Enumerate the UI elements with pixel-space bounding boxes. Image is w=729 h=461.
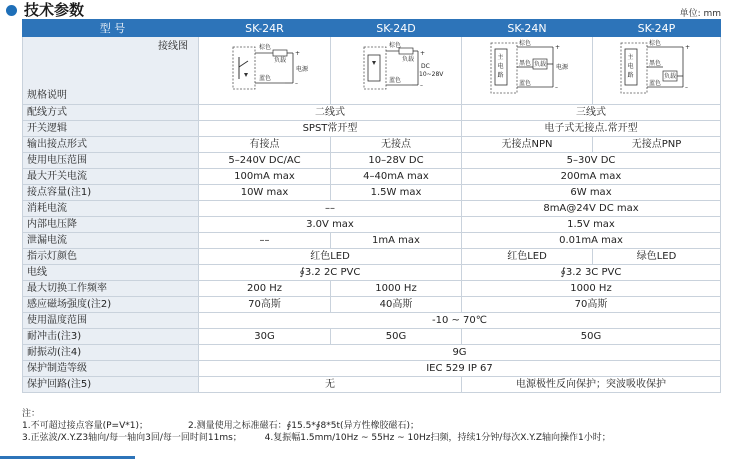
spec-cell: 三线式 (462, 105, 721, 121)
label-brown: 棕色 (389, 42, 402, 49)
spec-row (23, 297, 721, 313)
spec-cell: 200 Hz (199, 281, 331, 297)
spec-cell: SPST常开型 (199, 121, 462, 137)
spec-row-label: 耐振动(注4) (23, 345, 199, 361)
label-brown: 棕色 (258, 44, 271, 51)
label-black: 黑色 (648, 60, 661, 67)
spec-row (23, 201, 721, 217)
electronic-switch-diagram-icon (346, 37, 446, 99)
wiring-diagram-sk-24d (331, 37, 462, 105)
spec-cell: 1.5W max (331, 185, 462, 201)
model-sk-24d: SK-24D (331, 20, 462, 37)
label-power: 电源 (295, 66, 308, 73)
spec-cell: 5–240V DC/AC (199, 153, 331, 169)
label-blue: 蓝色 (648, 80, 661, 87)
label-load: 负载 (402, 56, 415, 63)
spec-row-label: 最大切换工作频率 (23, 281, 199, 297)
spec-row-label: 保护制造等级 (23, 361, 199, 377)
spec-row-label: 输出接点形式 (23, 137, 199, 153)
spec-cell: 有接点 (199, 137, 331, 153)
spec-cell: 红色LED (199, 249, 462, 265)
label-plus: + (555, 44, 561, 51)
spec-cell: 电子式无接点.常开型 (462, 121, 721, 137)
spec-cell: 无 (199, 377, 462, 393)
spec-cell: 无接点NPN (462, 137, 593, 153)
spec-cell: –– (199, 201, 462, 217)
wiring-diagram-sk-24n (462, 37, 593, 105)
model-sk-24n: SK-24N (462, 20, 593, 37)
reed-switch-diagram-icon (215, 37, 315, 99)
spec-cell: 50G (462, 329, 721, 345)
note-2: 2.测量使用之标准磁石：∮15.5*∮8*5t(异方性橡胶磁石)； (188, 421, 420, 431)
bullet-dot-icon (6, 5, 17, 16)
spec-row (23, 345, 721, 361)
unit-label: 单位: mm (679, 9, 721, 19)
spec-cell: 4–40mA max (331, 169, 462, 185)
label-plus: + (294, 50, 300, 57)
spec-cell: 电源极性反向保护；突波吸收保护 (462, 377, 721, 393)
spec-row-label: 保护回路(注5) (23, 377, 199, 393)
spec-table (22, 19, 721, 393)
spec-row-label: 指示灯颜色 (23, 249, 199, 265)
spec-row-label: 感应磁场强度(注2) (23, 297, 199, 313)
svg-text:电: 电 (497, 63, 504, 70)
label-blue: 蓝色 (389, 77, 402, 84)
label-plus: + (420, 50, 426, 57)
pnp-switch-diagram-icon (607, 37, 707, 99)
label-brown: 棕色 (648, 40, 661, 47)
spec-cell: 50G (331, 329, 462, 345)
spec-cell: 1000 Hz (462, 281, 721, 297)
spec-cell: 70高斯 (462, 297, 721, 313)
spec-description-label: 规格说明 (27, 90, 67, 101)
spec-row (23, 361, 721, 377)
wiring-corner-cell (23, 37, 199, 105)
spec-cell: -10 ~ 70℃ (199, 313, 721, 329)
spec-row-label: 配线方式 (23, 105, 199, 121)
spec-cell: 9G (199, 345, 721, 361)
spec-row-label: 电线 (23, 265, 199, 281)
label-load: 负载 (273, 57, 286, 64)
npn-switch-diagram-icon (477, 37, 577, 99)
section-title: 技术参数 (24, 1, 85, 19)
svg-text:主: 主 (497, 54, 504, 61)
spec-cell: 二线式 (199, 105, 462, 121)
label-minus: – (420, 82, 423, 89)
section-header (4, 0, 729, 20)
svg-text:主: 主 (627, 54, 634, 61)
spec-row-label: 泄漏电流 (23, 233, 199, 249)
wiring-diagram-sk-24p (593, 37, 721, 105)
spec-cell: 40高斯 (331, 297, 462, 313)
wiring-diagram-row (23, 37, 721, 105)
spec-row-label: 最大开关电流 (23, 169, 199, 185)
model-sk-24p: SK-24P (593, 20, 721, 37)
svg-text:路: 路 (497, 72, 504, 79)
spec-row (23, 169, 721, 185)
notes-heading: 注： (22, 409, 41, 419)
svg-text:电: 电 (627, 63, 634, 70)
spec-row (23, 185, 721, 201)
label-dc: DC (421, 63, 430, 70)
spec-row (23, 137, 721, 153)
spec-cell: 5–30V DC (462, 153, 721, 169)
spec-cell: 10W max (199, 185, 331, 201)
spec-row (23, 329, 721, 345)
spec-row-label: 耐冲击(注3) (23, 329, 199, 345)
spec-row (23, 105, 721, 121)
spec-row (23, 313, 721, 329)
note-4: 4.复振幅1.5mm/10Hz ~ 55Hz ~ 10Hz扫频，持续1分钟/每次X.Y.Z轴向操作1小时； (264, 433, 611, 443)
spec-cell: 绿色LED (593, 249, 721, 265)
notes-line-2 (22, 432, 611, 444)
note-1: 1.不可超过接点容量(P=V*1)； (22, 421, 148, 431)
spec-row-label: 消耗电流 (23, 201, 199, 217)
spec-cell: 1mA max (331, 233, 462, 249)
label-minus: – (684, 84, 688, 91)
spec-row-label: 开关逻辑 (23, 121, 199, 137)
spec-cell: –– (199, 233, 331, 249)
spec-row (23, 281, 721, 297)
label-dc-range: 10~28V (419, 71, 444, 78)
label-black: 黑色 (519, 60, 532, 67)
note-3: 3.正弦波/X.Y.Z3轴向/每一轴向3回/每一回时间11ms； (22, 433, 242, 443)
spec-cell: 1.5V max (462, 217, 721, 233)
wiring-diagram-sk-24r (199, 37, 331, 105)
spec-cell: 10–28V DC (331, 153, 462, 169)
spec-row-label: 内部电压降 (23, 217, 199, 233)
spec-row (23, 153, 721, 169)
spec-cell: 100mA max (199, 169, 331, 185)
model-header-label: 型 号 (23, 20, 199, 37)
spec-row-label: 使用电压范围 (23, 153, 199, 169)
label-load: 负载 (534, 61, 547, 68)
spec-cell: 无接点 (331, 137, 462, 153)
spec-cell: 红色LED (462, 249, 593, 265)
spec-cell: ∮3.2 3C PVC (462, 265, 721, 281)
spec-cell: 1000 Hz (331, 281, 462, 297)
footer-accent-bar (0, 456, 135, 459)
model-sk-24r: SK-24R (199, 20, 331, 37)
spec-cell: 8mA@24V DC max (462, 201, 721, 217)
spec-row (23, 233, 721, 249)
label-power: 电源 (556, 64, 569, 71)
wiring-diagram-label: 接线图 (158, 41, 188, 52)
notes-section (22, 408, 611, 444)
spec-row-label: 使用温度范围 (23, 313, 199, 329)
spec-cell: 3.0V max (199, 217, 462, 233)
label-brown: 棕色 (519, 40, 532, 47)
label-blue: 蓝色 (258, 75, 271, 82)
label-blue: 蓝色 (519, 80, 532, 87)
spec-cell: 无接点PNP (593, 137, 721, 153)
spec-cell: IEC 529 IP 67 (199, 361, 721, 377)
svg-text:路: 路 (627, 72, 634, 79)
notes-line-1 (22, 420, 611, 432)
label-minus: – (555, 84, 558, 91)
spec-cell: 200mA max (462, 169, 721, 185)
spec-cell: ∮3.2 2C PVC (199, 265, 462, 281)
spec-row (23, 265, 721, 281)
label-plus: + (684, 44, 690, 51)
spec-cell: 0.01mA max (462, 233, 721, 249)
spec-row (23, 249, 721, 265)
spec-cell: 30G (199, 329, 331, 345)
spec-row (23, 377, 721, 393)
spec-row (23, 121, 721, 137)
spec-cell: 70高斯 (199, 297, 331, 313)
label-load: 负载 (663, 73, 676, 80)
model-header-row (23, 20, 721, 37)
spec-row-label: 接点容量(注1) (23, 185, 199, 201)
spec-cell: 6W max (462, 185, 721, 201)
spec-row (23, 217, 721, 233)
label-minus: – (294, 80, 298, 87)
